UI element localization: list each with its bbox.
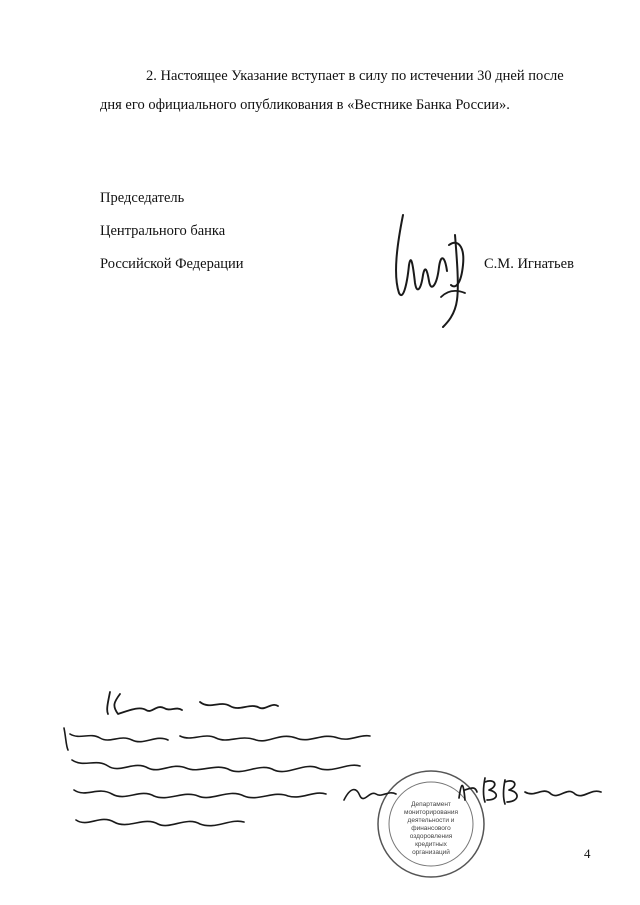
paragraph-effective-date: [100, 62, 590, 120]
certifier-initials-signature: [340, 780, 400, 810]
signatory-title-line-1: Председатель: [100, 190, 185, 206]
svg-text:организаций: организаций: [412, 849, 450, 856]
signatory-title-line-2: Центрального банка: [100, 223, 226, 239]
paragraph-line-2: дня его официального опубликования в «Вестнике Банка России».: [100, 97, 510, 113]
svg-text:финансового: финансового: [411, 825, 451, 832]
handwritten-copy-certification: [60, 680, 380, 840]
svg-text:деятельности и: деятельности и: [407, 817, 455, 824]
signatory-name: С.М. Игнатьев: [484, 256, 574, 272]
signatory-title-line-3: Российской Федерации: [100, 256, 244, 272]
svg-text:кредитных: кредитных: [415, 841, 447, 848]
svg-text:Департамент: Департамент: [411, 801, 451, 808]
certifier-handwritten-name: [455, 770, 605, 810]
chairman-signature: [385, 205, 480, 335]
paragraph-line-1: 2. Настоящее Указание вступает в силу по истечении 30 дней после: [146, 68, 564, 84]
svg-text:оздоровления: оздоровления: [409, 833, 453, 840]
page-number: 4: [584, 846, 591, 861]
svg-text:мониторирования: мониторирования: [403, 809, 459, 816]
